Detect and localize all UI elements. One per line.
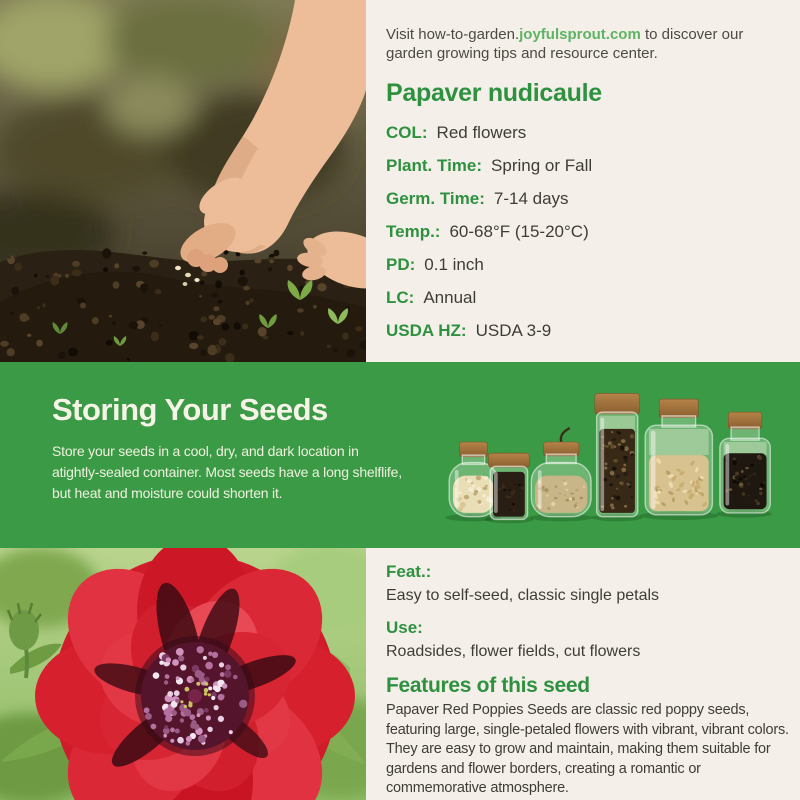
storing-text-block [52,392,420,504]
poppy-illustration [0,548,366,800]
attribute-value: Annual [423,288,477,307]
attribute-row-temp [386,222,800,240]
storing-title: Storing Your Seeds [52,392,328,427]
attribute-value: 7-14 days [493,189,569,208]
seed-details-panel [366,548,800,800]
attribute-label: Temp.: [386,222,441,241]
use-label: Use: [386,618,423,637]
attribute-label: PD: [386,255,416,274]
attribute-row-lc [386,288,800,306]
plant-info-panel [366,0,800,362]
attribute-label: Plant. Time: [386,156,483,175]
feat-label: Feat.: [386,562,432,581]
seed-jars-illustration [438,378,774,534]
storing-band [0,362,800,548]
attribute-value: 0.1 inch [424,255,484,274]
attribute-row-pd [386,255,800,273]
attribute-label: USDA HZ: [386,321,467,340]
seed-jars-photo [438,378,774,534]
storing-body: Store your seeds in a cool, dry, and dark location in atightly-sealed container. Most seeds have a long shelflife, but heat and moisture could shorten it. [52,443,402,501]
features-body: Papaver Red Poppies Seeds are classic red poppy seeds, featuring large, single-petaled flowers with vibrant, vibrant colors. They are easy to grow and maintain, making them suitable for gardens and flower borders, creating a romantic or commemorative atmosphere. [386,702,789,796]
visit-text [386,25,771,63]
attribute-label: LC: [386,288,415,307]
use-value: Roadsides, flower fields, cut flowers [386,643,641,660]
attribute-row-germ-time [386,189,800,207]
site-link[interactable]: joyfulsprout.com [519,26,641,43]
attribute-value: 60-68°F (15-20°C) [449,222,589,241]
attribute-row-plant-time [386,156,800,174]
jar-dark-powder [485,453,534,523]
visit-prefix: Visit how-to-garden. [386,26,520,43]
features-title: Features of this seed [386,674,590,697]
visit-suffix: to discover our garden growing tips and resource center. [386,26,744,62]
plant-name-title: Papaver nudicaule [386,79,602,107]
attribute-list [386,123,800,339]
attribute-value: USDA 3-9 [475,321,552,340]
attribute-row-color [386,123,800,141]
attribute-value: Red flowers [436,123,527,142]
jar-black-seeds [716,412,772,517]
poppy-flower [35,548,355,800]
jar-tall-dark-seeds [592,393,642,521]
feat-value: Easy to self-seed, classic single petals [386,587,660,604]
poppy-photo [0,548,366,800]
jar-pumpkin-seeds [640,399,718,520]
attribute-label: COL: [386,123,428,142]
attribute-row-usda-hz [386,321,800,339]
attribute-label: Germ. Time: [386,189,485,208]
jar-tan-grain [529,428,592,521]
attribute-value: Spring or Fall [491,156,593,175]
sowing-photo-illustration [0,0,366,362]
sowing-photo [0,0,366,362]
